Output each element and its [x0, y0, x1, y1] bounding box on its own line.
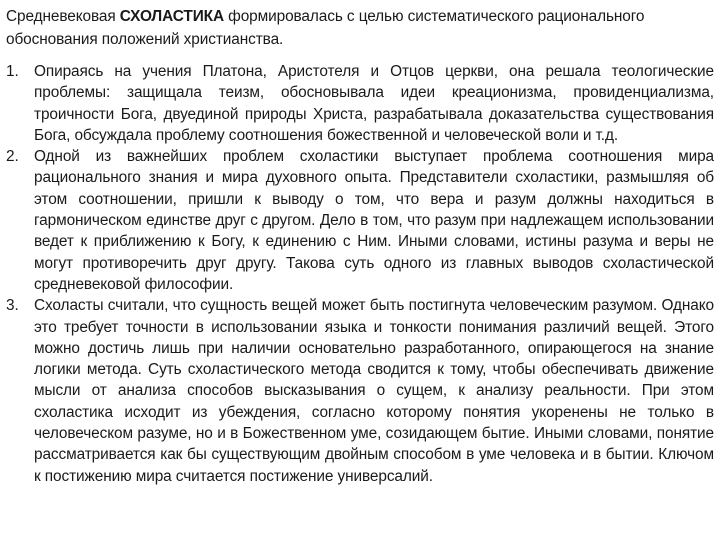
list-item [6, 61, 714, 146]
intro-rest: формировалась с целью систематического рационального обоснования положений христианства. [6, 8, 645, 48]
list-item-number: 1. [6, 63, 19, 80]
numbered-list [6, 61, 714, 487]
intro-paragraph [6, 5, 714, 51]
list-item [6, 146, 714, 295]
list-item-text: Опираясь на учения Платона, Аристотеля и Отцов церкви, она решала теологические проблемы: защищала теизм, обосновывала идеи креационизма, провиденциализма, троичности Бога, двуединой природы Христа, разрабатывала доказательства существования Бога, обсуждала проблему соотношения божественной и человеческой воли и т.д. [34, 63, 714, 144]
intro-term: СХОЛАСТИКА [119, 8, 224, 25]
list-item [6, 295, 714, 487]
list-item-text: Схоласты считали, что сущность вещей может быть постигнута человеческим разумом. Однако это требует точности в использовании языка и тонкости понимания различий вещей. Этого можно достичь лишь при наличии основательно разработанного, опирающегося на знание логики метода. Суть схоластического метода сводится к тому, чтобы обеспечивать движение мысли от анализа способов высказывания о сущем, к анализу реальности. При этом схоластика исходит из убеждения, согласно которому понятия укоренены не только в человеческом разуме, но и в Божественном уме, созидающем бытие. Иными словами, понятие рассматривается как бы существующим двойным способом в уме человека и в бытии. Ключом к постижению мира считается постижение универсалий. [34, 297, 714, 485]
intro-lead: Средневековая [6, 8, 120, 25]
list-item-text: Одной из важнейших проблем схоластики выступает проблема соотношения мира рационального знания и мира духовного опыта. Представители схоластики, размышляя об этом соотношении, пришли к выводу о том, что вера и разум должны находиться в гармоническом единстве друг с другом. Дело в том, что разум при надлежащем использовании ведет к приближению к Богу, к единению с Ним. Иными словами, истины разума и веры не могут противоречить друг другу. Такова суть одного из главных выводов схоластической средневековой философии. [34, 148, 714, 293]
list-item-number: 3. [6, 297, 19, 315]
list-item-number: 2. [6, 148, 19, 166]
